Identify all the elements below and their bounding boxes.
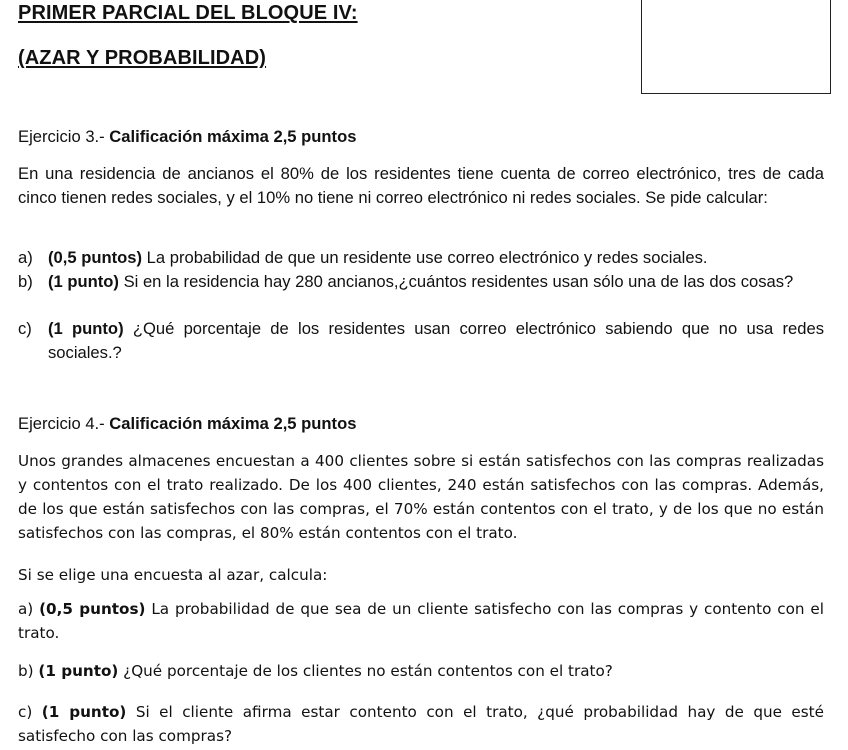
exercise-3-question-c bbox=[18, 317, 824, 365]
exercise-3-number: Ejercicio 3.- bbox=[18, 127, 110, 146]
exercise-3-question-a bbox=[18, 246, 824, 270]
question-text: Si en la residencia hay 280 ancianos,¿cuántos residentes usan sólo una de las dos cosas? bbox=[118, 272, 794, 291]
question-text: Si el cliente afirma estar contento con el trato, ¿qué probabilidad hay de que esté satisfecho con las compras? bbox=[18, 703, 824, 745]
grade-box bbox=[641, 0, 831, 94]
question-points: (1 punto) bbox=[48, 272, 119, 291]
question-points: (1 punto) bbox=[48, 319, 124, 338]
question-label: c) bbox=[18, 703, 33, 721]
question-label: a) bbox=[18, 248, 33, 267]
exam-title: PRIMER PARCIAL DEL BLOQUE IV: bbox=[18, 2, 358, 24]
question-points: (1 punto) bbox=[38, 662, 119, 680]
question-points: (0,5 puntos) bbox=[48, 248, 143, 267]
exercise-4-intro: Si se elige una encuesta al azar, calcula: bbox=[18, 566, 328, 584]
exam-subtitle: (AZAR Y PROBABILIDAD) bbox=[18, 47, 267, 69]
question-points: (0,5 puntos) bbox=[39, 600, 146, 618]
exercise-4-question-b bbox=[18, 659, 824, 683]
exercise-4-question-a bbox=[18, 597, 824, 645]
exercise-4-number: Ejercicio 4.- bbox=[18, 414, 110, 433]
exercise-3-max-grade: Calificación máxima 2,5 puntos bbox=[109, 127, 357, 146]
question-label: b) bbox=[18, 272, 33, 291]
exercise-4-heading bbox=[18, 412, 824, 436]
exercise-4-question-c bbox=[18, 700, 824, 748]
question-points: (1 punto) bbox=[41, 703, 127, 721]
question-label: c) bbox=[18, 319, 32, 338]
exercise-3-statement: En una residencia de ancianos el 80% de los residentes tiene cuenta de correo electrónico, tres de cada cinco tienen redes sociales, y el 10% no tiene ni correo electrónico ni redes sociales. Se pide calcular: bbox=[18, 164, 824, 207]
question-text: ¿Qué porcentaje de los residentes usan correo electrónico sabiendo que no usa redes sociales.? bbox=[48, 319, 824, 362]
exercise-4-max-grade: Calificación máxima 2,5 puntos bbox=[109, 414, 357, 433]
exercise-3-question-b bbox=[18, 270, 824, 294]
exercise-4-statement: Unos grandes almacenes encuestan a 400 clientes sobre si están satisfechos con las compras realizadas y contentos con el trato realizado. De los 400 clientes, 240 están satisfechos con las compras. Además, de los que están satisfechos con las compras, el 70% están contentos con el trato, y de los que no están satisfechos con las compras, el 80% están contentos con el trato. bbox=[18, 452, 824, 542]
question-label: a) bbox=[18, 600, 34, 618]
question-text: La probabilidad de que sea de un cliente satisfecho con las compras y contento con el trato. bbox=[18, 600, 824, 642]
exercise-3-heading bbox=[18, 125, 824, 149]
question-text: ¿Qué porcentaje de los clientes no están contentos con el trato? bbox=[118, 662, 613, 680]
question-text: La probabilidad de que un residente use correo electrónico y redes sociales. bbox=[142, 248, 708, 267]
question-label: b) bbox=[18, 662, 34, 680]
